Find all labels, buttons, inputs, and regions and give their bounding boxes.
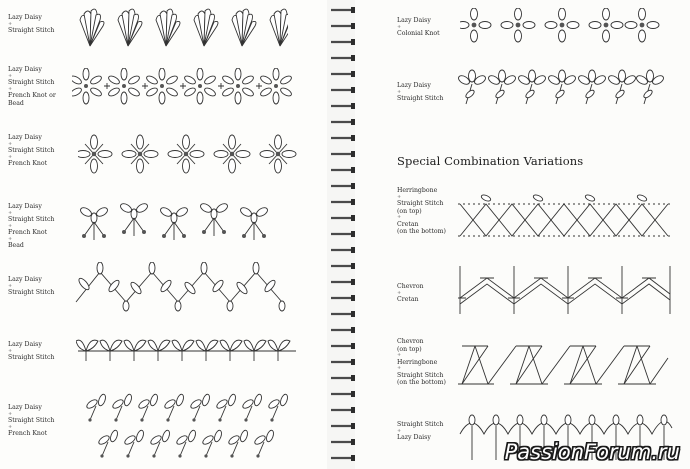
lazy-daisy-star-row bbox=[78, 134, 298, 178]
herringbone-cretan-row bbox=[458, 190, 674, 250]
lazy-daisy-leaf-border-row bbox=[76, 333, 300, 365]
sample-label-7: Lazy Daisy + Straight Stitch + French Knot bbox=[8, 404, 55, 438]
lazy-daisy-spray-row bbox=[78, 202, 298, 246]
right-sample-label-4: Chevron + Cretan bbox=[397, 283, 424, 304]
right-sample-label-3: Herringbone + Straight Stitch (on top) + Cretan (on the bottom) bbox=[397, 187, 446, 236]
sample-label-1: Lazy Daisy + Straight Stitch bbox=[8, 14, 55, 35]
lazy-daisy-double-spray-row bbox=[84, 390, 298, 466]
lazy-daisy-cross-row bbox=[460, 8, 660, 44]
left-page bbox=[0, 0, 335, 469]
sample-label-5: Lazy Daisy + Straight Stitch bbox=[8, 276, 55, 297]
chevron-herringbone-row bbox=[458, 338, 674, 392]
right-sample-label-1: Lazy Daisy + Colonial Knot bbox=[397, 17, 440, 38]
watermark: PassionForum.ru bbox=[504, 440, 680, 464]
lazy-daisy-zigzag-row bbox=[74, 262, 294, 312]
sample-label-6: Lazy Daisy + Straight Stitch bbox=[8, 341, 55, 362]
lazy-daisy-snowflake-row bbox=[72, 68, 302, 106]
sample-label-4: Lazy Daisy + Straight Stitch + French Knot + Bead bbox=[8, 203, 55, 250]
chevron-cretan-row bbox=[458, 258, 674, 322]
right-sample-label-6: Straight Stitch + Lazy Daisy bbox=[397, 421, 444, 442]
sample-label-3: Lazy Daisy + Straight Stitch + French Knot bbox=[8, 134, 55, 168]
sample-label-2: Lazy Daisy + Straight Stitch + French Knot or Bead bbox=[8, 66, 56, 107]
lazy-daisy-tulip-row bbox=[456, 68, 666, 112]
section-title: Special Combination Variations bbox=[397, 154, 584, 168]
right-sample-label-2: Lazy Daisy + Straight Stitch bbox=[397, 82, 444, 103]
right-sample-label-5: Chevron (on top) + Herringbone + Straight Stitch (on the bottom) bbox=[397, 338, 446, 387]
lazy-daisy-fan-row bbox=[78, 6, 288, 50]
